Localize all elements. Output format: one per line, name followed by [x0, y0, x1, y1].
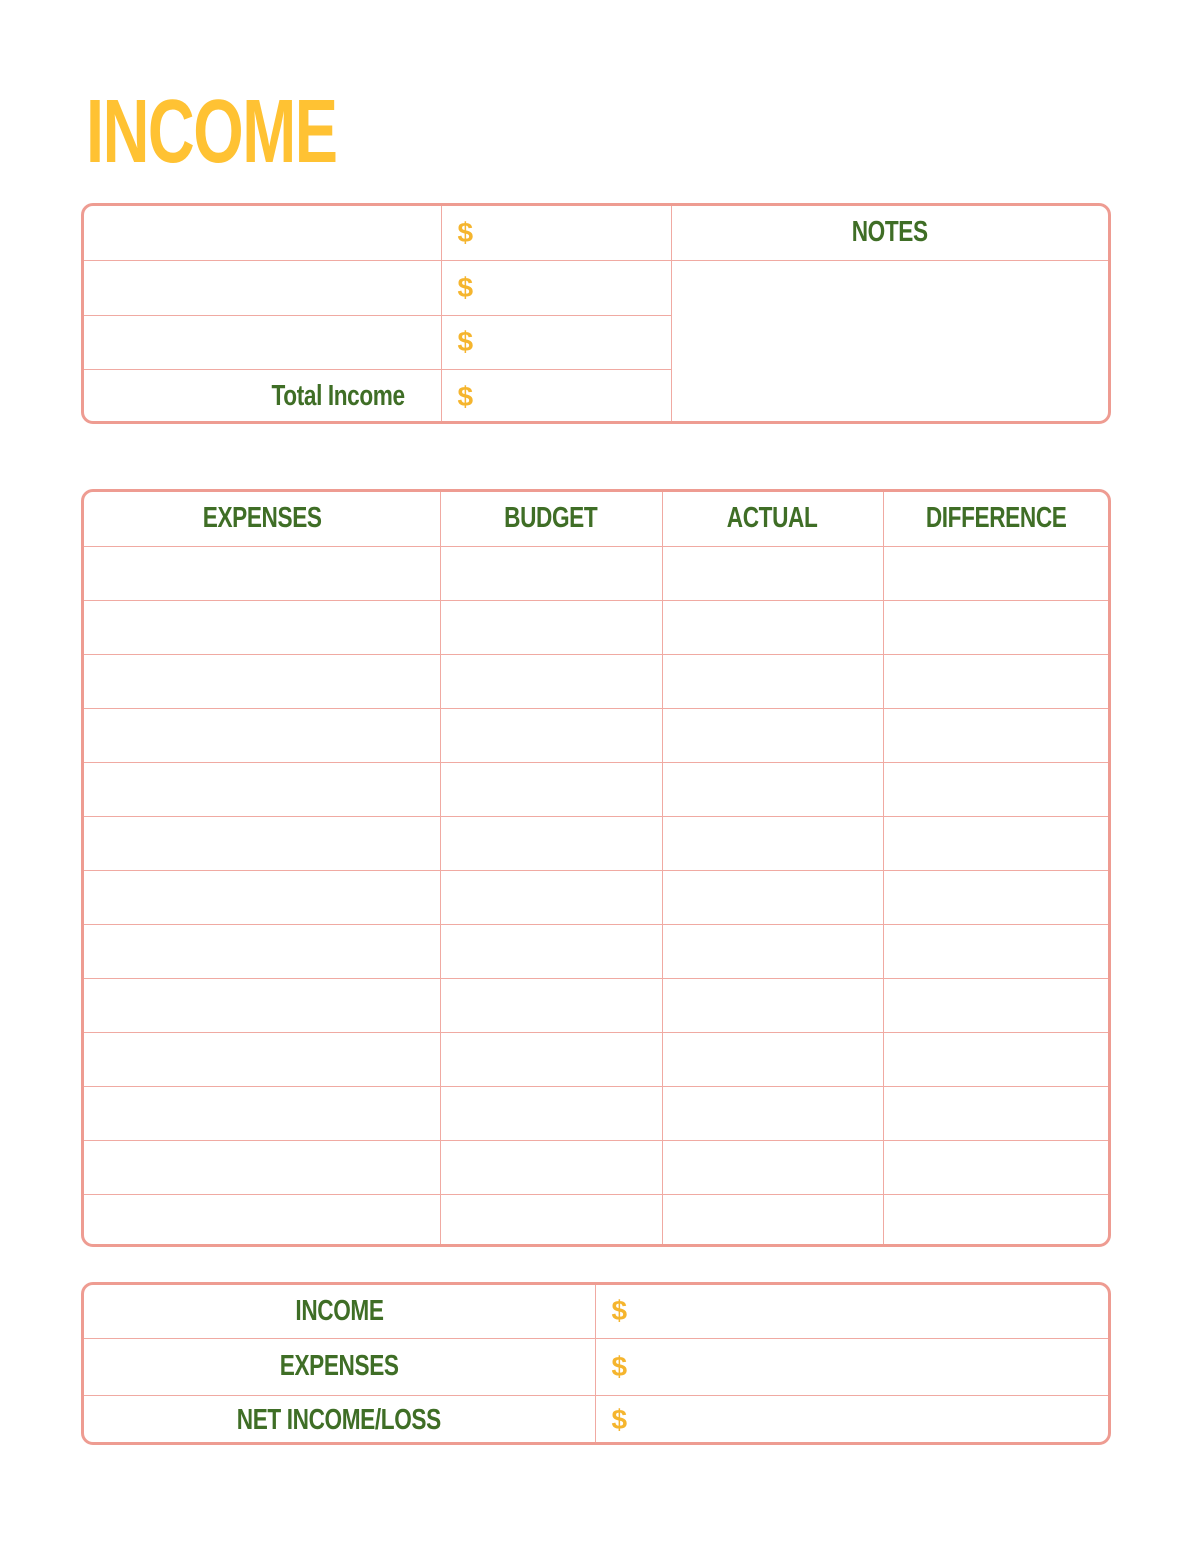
- budget-field[interactable]: [440, 1032, 662, 1086]
- budget-field[interactable]: [440, 762, 662, 816]
- income-source-field[interactable]: [84, 260, 441, 315]
- difference-field[interactable]: [883, 816, 1108, 870]
- summary-income-label: INCOME: [295, 1294, 384, 1327]
- difference-field[interactable]: [883, 1032, 1108, 1086]
- actual-field[interactable]: [662, 546, 883, 600]
- budget-field[interactable]: [440, 816, 662, 870]
- notes-field[interactable]: [671, 260, 1108, 424]
- column-header-expenses: [84, 492, 440, 546]
- difference-field[interactable]: [883, 1140, 1108, 1194]
- budget-field[interactable]: [440, 546, 662, 600]
- dollar-sign: $: [457, 326, 474, 357]
- difference-field[interactable]: [883, 654, 1108, 708]
- expenses-table: [81, 489, 1111, 1247]
- actual-field[interactable]: [662, 924, 883, 978]
- expense-name-field[interactable]: [84, 762, 440, 816]
- actual-field[interactable]: [662, 1140, 883, 1194]
- summary-table: [81, 1282, 1111, 1445]
- column-header-label: DIFFERENCE: [925, 502, 1067, 535]
- difference-field[interactable]: [883, 762, 1108, 816]
- expense-name-field[interactable]: [84, 870, 440, 924]
- expense-row: [84, 978, 1108, 1032]
- actual-field[interactable]: [662, 708, 883, 762]
- summary-income-amount-field[interactable]: [595, 1285, 1108, 1338]
- dollar-sign: $: [457, 271, 474, 303]
- expense-row: [84, 546, 1108, 600]
- actual-field[interactable]: [662, 1194, 883, 1247]
- difference-field[interactable]: [883, 870, 1108, 924]
- expense-row: [84, 708, 1108, 762]
- total-income-label-cell: [84, 369, 441, 424]
- actual-field[interactable]: [662, 600, 883, 654]
- page-title: INCOME: [86, 82, 337, 182]
- income-amount-field[interactable]: [441, 206, 671, 260]
- actual-field[interactable]: [662, 978, 883, 1032]
- difference-field[interactable]: [883, 708, 1108, 762]
- actual-field[interactable]: [662, 870, 883, 924]
- column-header-label: ACTUAL: [727, 502, 818, 535]
- expense-row: [84, 816, 1108, 870]
- actual-field[interactable]: [662, 816, 883, 870]
- expense-name-field[interactable]: [84, 1140, 440, 1194]
- budget-field[interactable]: [440, 924, 662, 978]
- difference-field[interactable]: [883, 978, 1108, 1032]
- expense-row: [84, 1086, 1108, 1140]
- expense-name-field[interactable]: [84, 654, 440, 708]
- dollar-sign: $: [611, 1295, 628, 1327]
- summary-expenses-label: EXPENSES: [279, 1350, 399, 1382]
- expense-row: [84, 1194, 1108, 1247]
- notes-header: [671, 206, 1108, 260]
- expense-row: [84, 870, 1108, 924]
- difference-field[interactable]: [883, 1194, 1108, 1247]
- budget-field[interactable]: [440, 708, 662, 762]
- actual-field[interactable]: [662, 1032, 883, 1086]
- income-amount-field[interactable]: [441, 260, 671, 315]
- dollar-sign: $: [457, 216, 474, 248]
- column-header-budget: [440, 492, 662, 546]
- summary-net-label-cell: [84, 1395, 595, 1445]
- column-header-difference: [883, 492, 1108, 546]
- difference-field[interactable]: [883, 600, 1108, 654]
- summary-expenses-label-cell: [84, 1338, 595, 1395]
- budget-field[interactable]: [440, 1140, 662, 1194]
- column-header-label: EXPENSES: [202, 502, 322, 535]
- difference-field[interactable]: [883, 1086, 1108, 1140]
- expense-row: [84, 1140, 1108, 1194]
- expense-row: [84, 762, 1108, 816]
- notes-header-label: NOTES: [851, 216, 928, 249]
- column-header-actual: [662, 492, 883, 546]
- expense-name-field[interactable]: [84, 600, 440, 654]
- column-header-label: BUDGET: [504, 502, 598, 535]
- income-table: [81, 203, 1111, 424]
- expense-name-field[interactable]: [84, 546, 440, 600]
- total-income-label: Total Income: [271, 380, 405, 413]
- budget-field[interactable]: [440, 870, 662, 924]
- summary-net-amount-field[interactable]: [595, 1395, 1108, 1445]
- dollar-sign: $: [611, 1350, 628, 1382]
- expense-row: [84, 654, 1108, 708]
- expense-row: [84, 924, 1108, 978]
- expense-name-field[interactable]: [84, 978, 440, 1032]
- dollar-sign: $: [457, 380, 474, 412]
- expense-name-field[interactable]: [84, 816, 440, 870]
- actual-field[interactable]: [662, 762, 883, 816]
- expense-row: [84, 600, 1108, 654]
- actual-field[interactable]: [662, 654, 883, 708]
- expense-name-field[interactable]: [84, 1032, 440, 1086]
- summary-expenses-amount-field[interactable]: [595, 1338, 1108, 1395]
- dollar-sign: $: [611, 1404, 628, 1436]
- income-source-field[interactable]: [84, 206, 441, 260]
- budget-field[interactable]: [440, 600, 662, 654]
- difference-field[interactable]: [883, 924, 1108, 978]
- income-source-field[interactable]: [84, 315, 441, 369]
- budget-field[interactable]: [440, 654, 662, 708]
- expense-name-field[interactable]: [84, 1086, 440, 1140]
- summary-income-label-cell: [84, 1285, 595, 1338]
- expense-name-field[interactable]: [84, 708, 440, 762]
- expense-name-field[interactable]: [84, 1194, 440, 1247]
- income-amount-field[interactable]: [441, 315, 671, 369]
- actual-field[interactable]: [662, 1086, 883, 1140]
- expense-row: [84, 1032, 1108, 1086]
- summary-net-income-loss-label: NET INCOME/LOSS: [237, 1403, 442, 1436]
- difference-field[interactable]: [883, 546, 1108, 600]
- expenses-header-row: [84, 492, 1108, 546]
- budget-field[interactable]: [440, 1194, 662, 1247]
- expense-name-field[interactable]: [84, 924, 440, 978]
- budget-field[interactable]: [440, 1086, 662, 1140]
- total-income-amount-field[interactable]: [441, 369, 671, 424]
- budget-field[interactable]: [440, 978, 662, 1032]
